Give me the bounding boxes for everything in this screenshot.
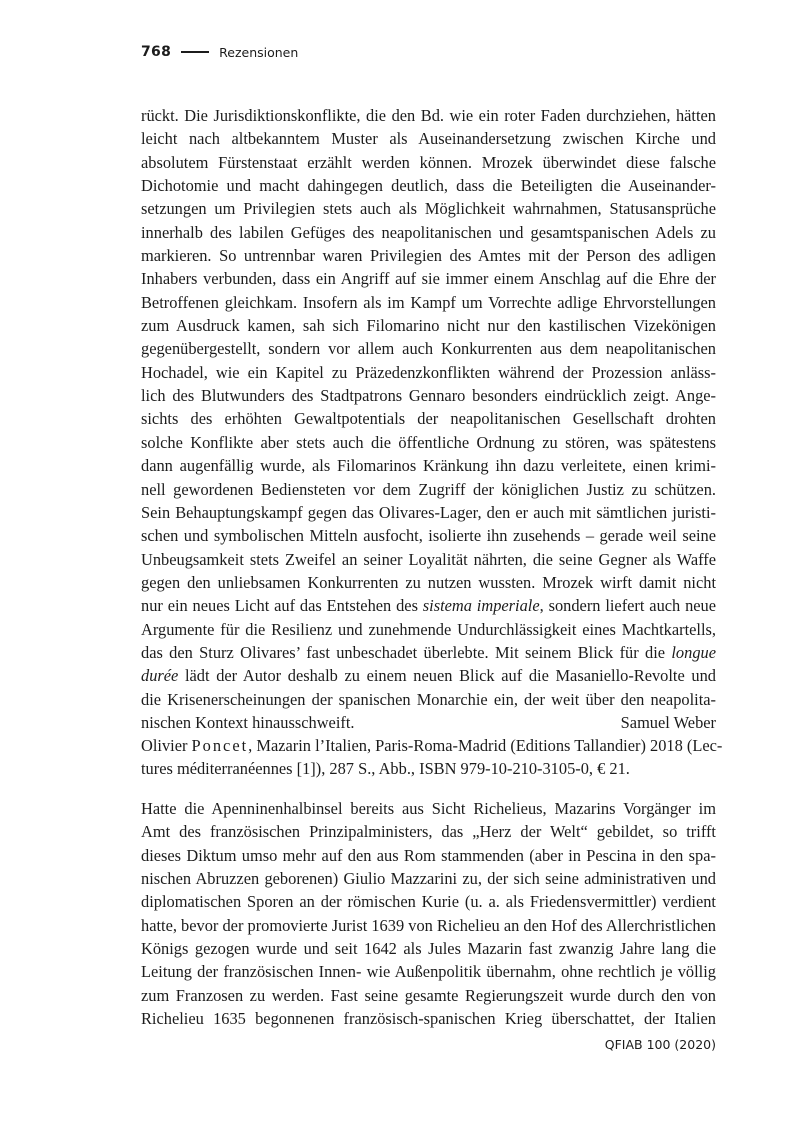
citation-line: Olivier Poncet, Mazarin l’Italien, Paris-Roma-Madrid (Editions Tallandier) 2018 (Lec- [141,736,723,755]
text-line: zum Ausdruck kamen, sah sich Filomarino nicht nur den kastilischen Vizekönigen [141,316,716,336]
italic-term: longue [671,642,716,662]
text-line: absolutem Fürstenstaat erzählt werden können. Mrozek überwindet diese falsche [141,152,716,172]
text-line: sichts des erhöhten Gewaltpotentials der neapolitanischen Gesellschaft drohten [141,409,716,429]
text-line: Hatte die Apenninenhalbinsel bereits aus Sicht Richelieus, Mazarins Vorgänger im [141,799,716,818]
text-line: hatte, bevor der promovierte Jurist 1639 von Richelieu an den Hof des Allerchristlichen [141,915,716,935]
text-line: Hochadel, wie ein Kapitel zu Präzedenzkonflikten während der Prozession anläss- [141,362,716,382]
text-line: innerhalb des labilen Gefüges des neapolitanischen und gesamtspanischen Adels zu [141,222,716,242]
running-header [141,44,298,60]
text-line: solche Konflikte aber stets auch die öffentliche Ordnung zu stören, was spätestens [141,432,716,452]
text-line: nur ein neues Licht auf das Entstehen des sistema imperiale, sondern liefert auch neue [141,596,717,616]
text-line: das den Sturz Olivares’ fast unbeschadet überlebte. Mit seinem Blick für die longue [141,642,716,662]
text-line: gegenübergestellt, sondern vor allem auch Konkurrenten aus dem neapolitanischen [141,339,716,359]
text-line: Sein Behauptungskampf gegen das Olivares-Lager, den er auch mit sämtlichen juristi- [141,502,716,522]
text-line: Amt des französischen Prinzipalministers, das „Herz der Welt“ gebildet, so trifft [141,822,716,842]
text-line: lich des Blutwunders des Stadtpatrons Gennaro besonders eindrücklich zeigt. Ange- [141,386,716,406]
text-line: Unbeugsamkeit stets Zweifel an seiner Loyalität nährten, die seine Gegner als Waffe [141,549,716,569]
text-line: Richelieu 1635 begonnenen französisch-spanischen Krieg überschattet, der Italien [141,1009,716,1029]
text-line: nell gewordenen Bediensteten vor dem Zugriff der königlichen Justiz zu schützen. [141,479,716,499]
text-line: Inhabers verbunden, dass ein Angriff auf sie immer einem Anschlag auf die Ehre der [141,269,716,289]
text-line: schen und symbolischen Mitteln ausfocht, isolierte ihn zusehends – gerade weil seine [141,526,716,546]
review-body-poncet [141,797,716,1030]
text-line: die Krisenerscheinungen der spanischen Monarchie ein, der weit über den neapolita- [141,689,716,709]
text-line: zum Franzosen zu werden. Fast seine gesamte Regierungszeit wurde durch den von [141,985,716,1005]
text-line: Königs gezogen wurde und seit 1642 als Jules Mazarin fast zwanzig Jahre lang die [141,939,716,959]
journal-footer: QFIAB 100 (2020) [604,1037,716,1052]
text-line: Betroffenen gleichkam. Insofern als im Kampf um Vorrechte adlige Ehrvorstellungen [141,292,716,312]
author-surname: Poncet [191,736,249,755]
text-line: Argumente für die Resilienz und zunehmende Undurchlässigkeit eines Machtkartells, [141,619,716,639]
author-first-name: Olivier [141,736,188,755]
reviewer-signature: Samuel Weber [620,712,716,732]
header-rule [181,51,209,53]
text-line: rückt. Die Jurisdiktionskonflikte, die den Bd. wie ein roter Faden durchziehen, hätten [141,106,716,125]
text-line: nischen Abruzzen geborenen) Giulio Mazzarini zu, der sich seine administrativen und [141,869,716,889]
review-body-weber [141,104,716,734]
text-line: diplomatischen Sporen an der römischen Kurie (u. a. als Friedensvermittler) verdient [141,892,716,912]
text-line: leicht nach altbekanntem Muster als Auseinandersetzung zwischen Kirche und [141,129,716,149]
text-line: markieren. So untrennbar waren Privilegien des Amtes mit der Person des adligen [141,246,716,266]
text-line-end: nischen Kontext hinausschweift. [141,712,355,732]
closing-line [141,711,716,734]
text-line: Dichotomie und macht dahingegen deutlich, dass die Beteiligten die Auseinander- [141,176,716,196]
text-line: Leitung der französischen Innen- wie Außenpolitik übernahm, ohne rechtlich je völlig [141,962,716,982]
text-line: dann augenfällig wurde, als Filomarinos Kränkung ihn dazu verleitete, einen krimi- [141,456,716,476]
text-line: durée lädt der Autor deshalb zu einem neuen Blick auf die Masaniello-Revolte und [141,666,716,686]
italic-term: durée [141,666,179,686]
text-line: gegen den unliebsamen Konkurrenten zu nutzen wussten. Mrozek wirft damit nicht [141,572,716,592]
bibliographic-citation [141,734,723,781]
text-line: setzungen um Privilegien stets auch als Möglichkeit wahrnahmen, Statusansprüche [141,199,716,219]
text-line: dieses Diktum umso mehr auf den aus Rom stammenden (aber in Pescina in den spa- [141,845,716,865]
italic-term: sistema imperiale [422,596,540,616]
page-number: 768 [141,44,172,60]
citation-line: tures méditerranéennes [1]), 287 S., Abb., ISBN 979-10-210-3105-0, € 21. [141,759,630,779]
section-title: Rezensionen [219,44,299,60]
